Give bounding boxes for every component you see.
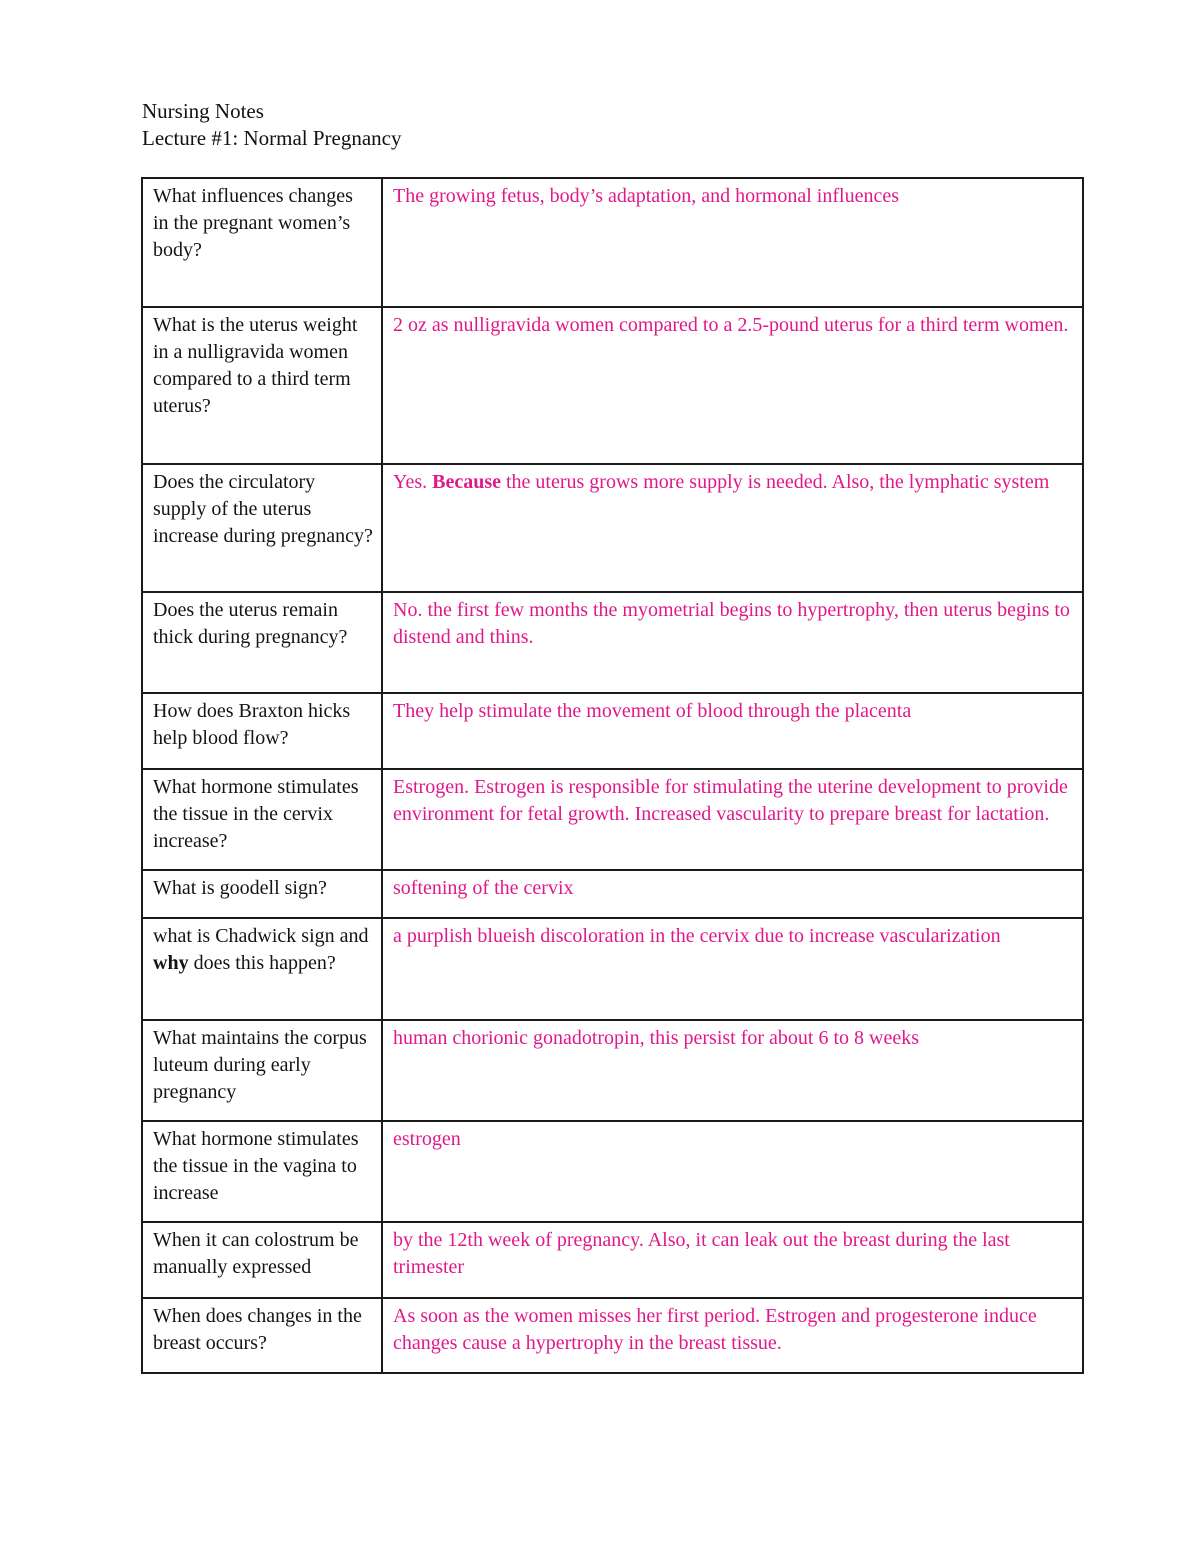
table-row bbox=[142, 769, 1083, 870]
document-header bbox=[142, 98, 402, 152]
answer-cell bbox=[382, 464, 1083, 592]
question-cell: What influences changes in the pregnant women’s body? bbox=[142, 178, 382, 307]
table-row bbox=[142, 870, 1083, 918]
table-row bbox=[142, 178, 1083, 307]
table-row bbox=[142, 307, 1083, 464]
question-text-bold: why bbox=[153, 952, 189, 974]
table-row bbox=[142, 592, 1083, 693]
answer-cell: a purplish blueish discoloration in the cervix due to increase vascularization bbox=[382, 918, 1083, 1020]
question-cell: When does changes in the breast occurs? bbox=[142, 1298, 382, 1373]
table-row bbox=[142, 464, 1083, 592]
table-row bbox=[142, 693, 1083, 769]
answer-cell: No. the first few months the myometrial begins to hypertrophy, then uterus begins to distend and thins. bbox=[382, 592, 1083, 693]
table-row bbox=[142, 1020, 1083, 1121]
table-row bbox=[142, 1298, 1083, 1373]
question-cell: Does the circulatory supply of the uterus increase during pregnancy? bbox=[142, 464, 382, 592]
document-title: Nursing Notes bbox=[142, 99, 264, 123]
answer-text-bold: Because bbox=[432, 471, 501, 493]
table-row bbox=[142, 918, 1083, 1020]
question-cell bbox=[142, 918, 382, 1020]
answer-cell: softening of the cervix bbox=[382, 870, 1083, 918]
question-cell: What is the uterus weight in a nulligravida women compared to a third term uterus? bbox=[142, 307, 382, 464]
answer-text-prefix: Yes. bbox=[393, 471, 433, 493]
answer-cell: estrogen bbox=[382, 1121, 1083, 1222]
answer-cell: Estrogen. Estrogen is responsible for stimulating the uterine development to provide environment for fetal growth. Increased vascularity to prepare breast for lactation. bbox=[382, 769, 1083, 870]
answer-cell: 2 oz as nulligravida women compared to a 2.5-pound uterus for a third term women. bbox=[382, 307, 1083, 464]
document-subtitle: Lecture #1: Normal Pregnancy bbox=[142, 126, 402, 150]
answer-cell: by the 12th week of pregnancy. Also, it can leak out the breast during the last trimester bbox=[382, 1222, 1083, 1298]
question-cell: What is goodell sign? bbox=[142, 870, 382, 918]
question-cell: What hormone stimulates the tissue in the cervix increase? bbox=[142, 769, 382, 870]
answer-text-suffix: the uterus grows more supply is needed. Also, the lymphatic system bbox=[501, 471, 1050, 493]
question-text-suffix: does this happen? bbox=[188, 952, 336, 974]
answer-cell: human chorionic gonadotropin, this persist for about 6 to 8 weeks bbox=[382, 1020, 1083, 1121]
table-row bbox=[142, 1222, 1083, 1298]
answer-cell: They help stimulate the movement of blood through the placenta bbox=[382, 693, 1083, 769]
answer-cell: The growing fetus, body’s adaptation, and hormonal influences bbox=[382, 178, 1083, 307]
question-cell: When it can colostrum be manually expressed bbox=[142, 1222, 382, 1298]
question-cell: What hormone stimulates the tissue in the vagina to increase bbox=[142, 1121, 382, 1222]
question-text-prefix: what is Chadwick sign and bbox=[153, 925, 369, 947]
table-row bbox=[142, 1121, 1083, 1222]
question-cell: Does the uterus remain thick during pregnancy? bbox=[142, 592, 382, 693]
question-cell: How does Braxton hicks help blood flow? bbox=[142, 693, 382, 769]
question-cell: What maintains the corpus luteum during early pregnancy bbox=[142, 1020, 382, 1121]
notes-table bbox=[141, 177, 1084, 1374]
answer-cell: As soon as the women misses her first period. Estrogen and progesterone induce changes cause a hypertrophy in the breast tissue. bbox=[382, 1298, 1083, 1373]
